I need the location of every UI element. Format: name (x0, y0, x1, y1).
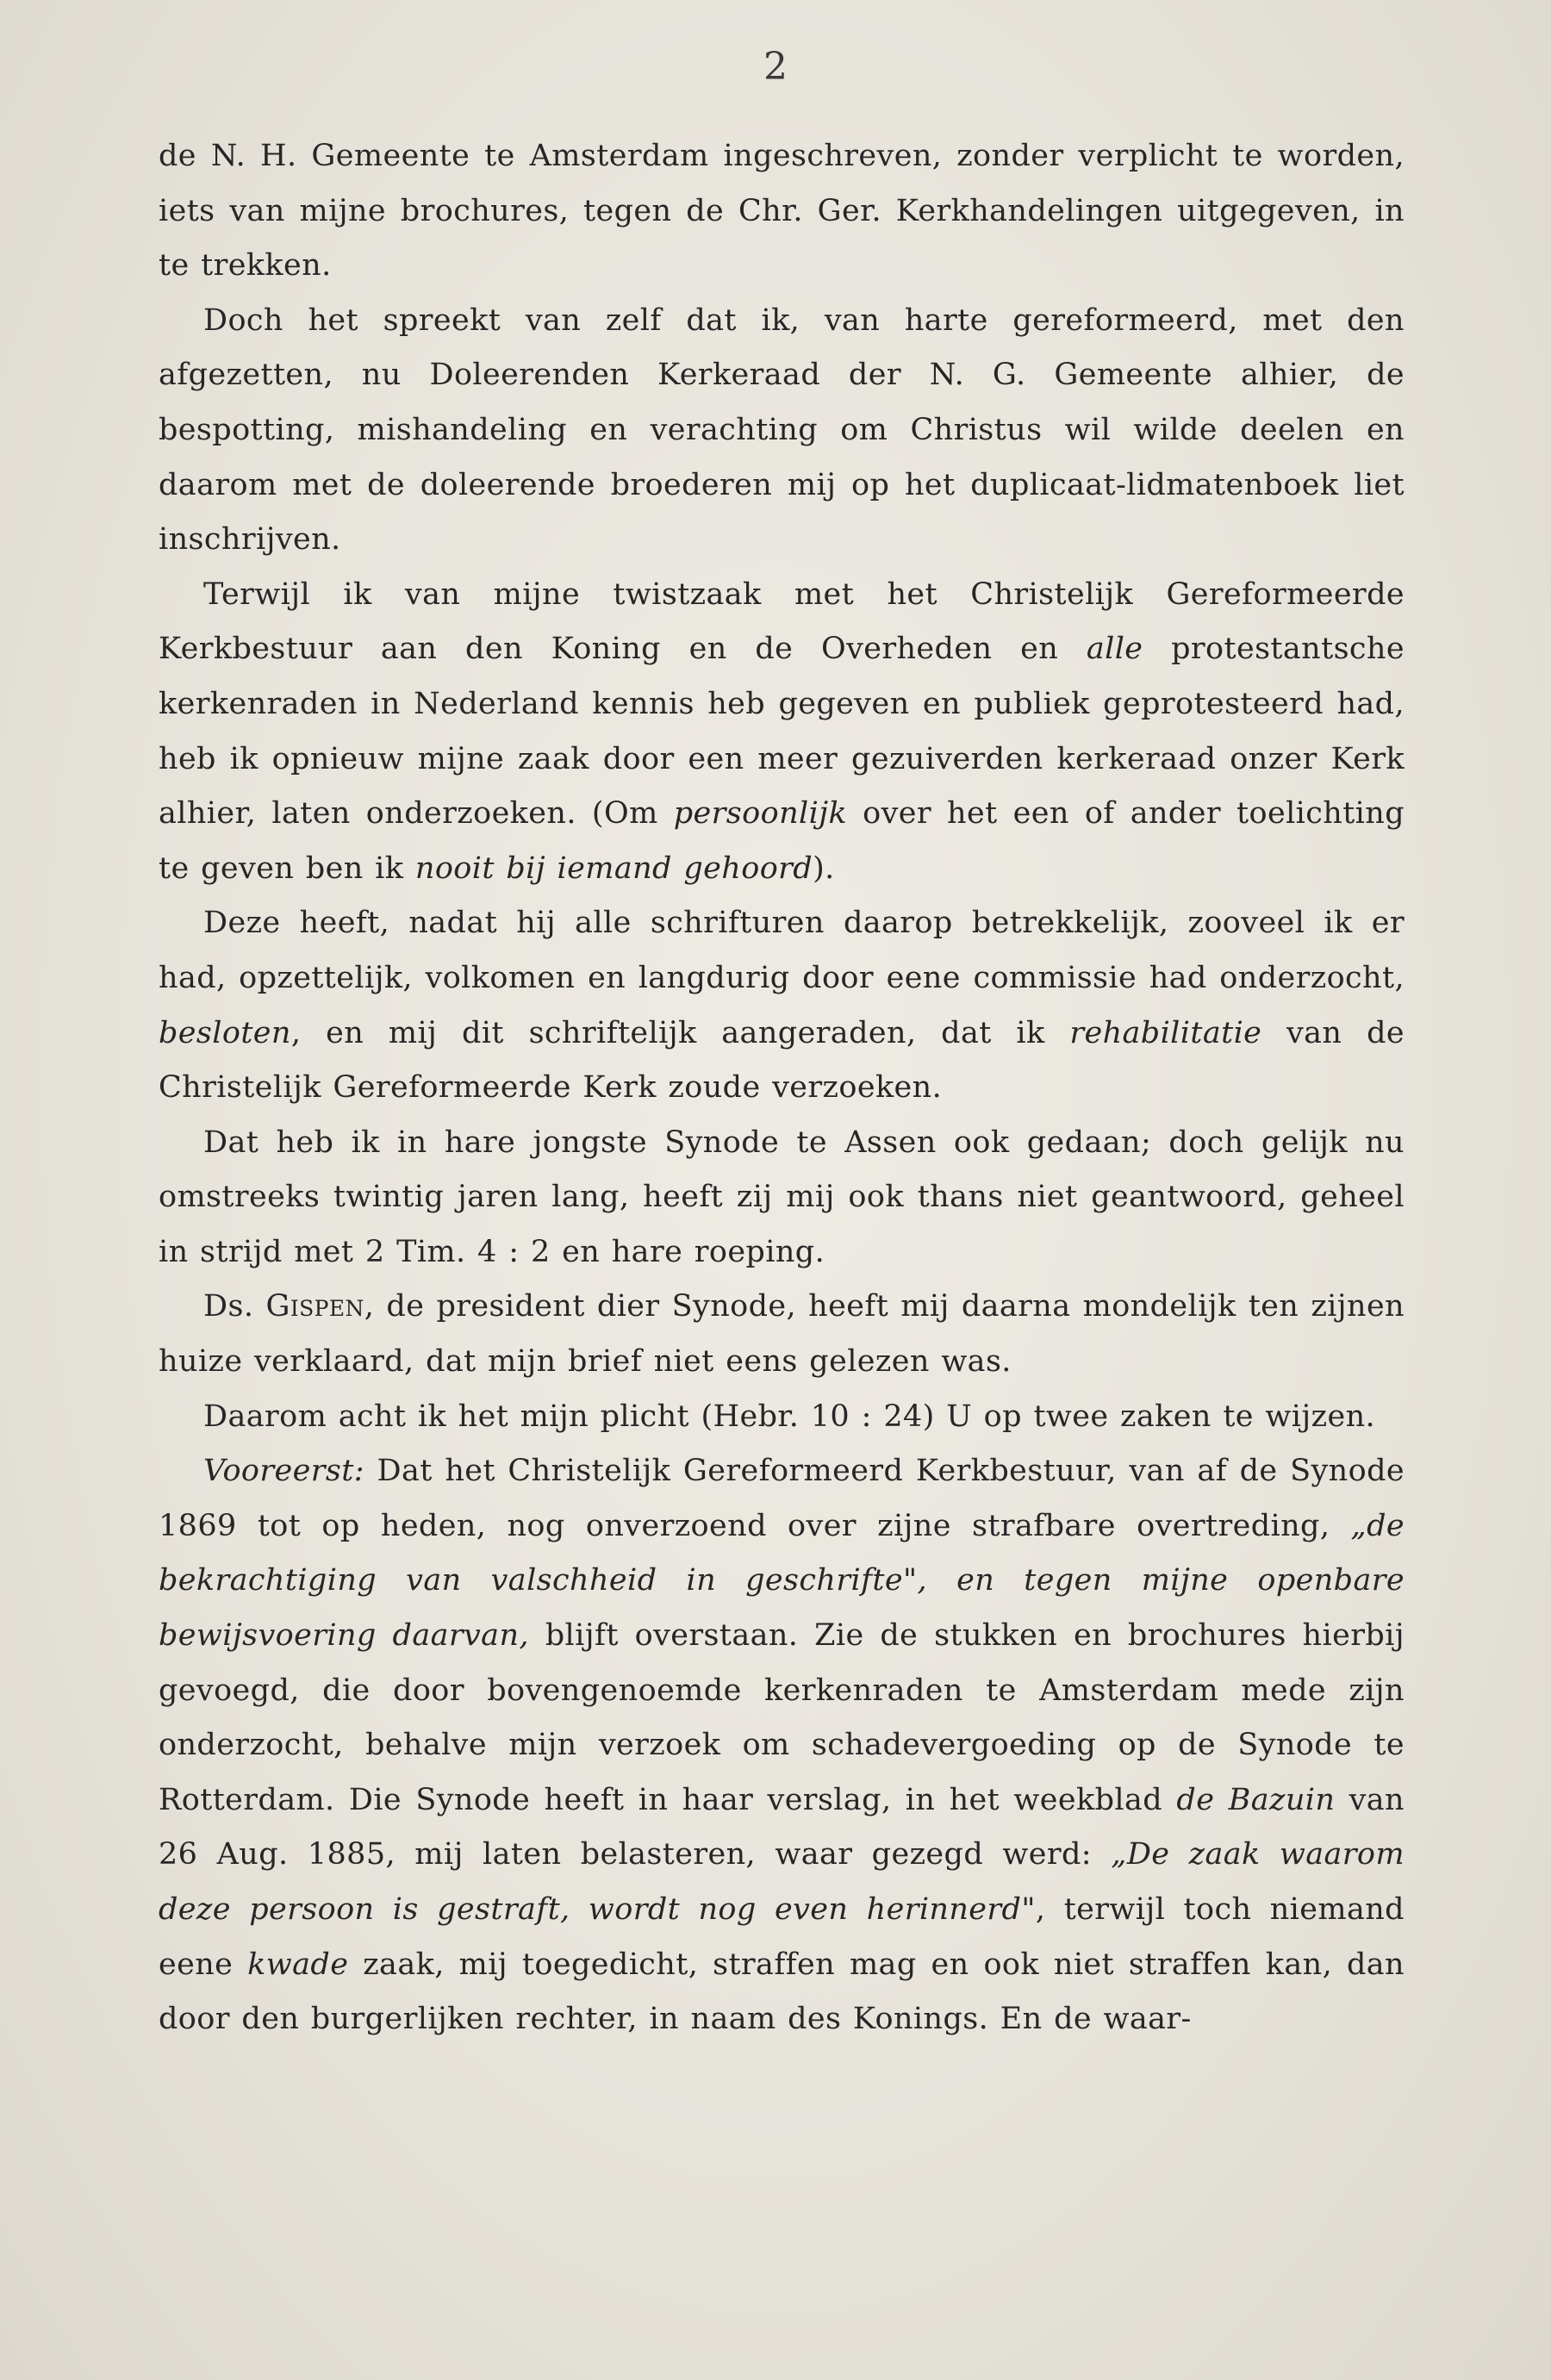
text-run: ). (813, 850, 835, 886)
text-run: blijft overstaan. Zie de stukken en brochures hierbij gevoegd, die door bovengenoemde kerkenraden te Amsterdam mede zijn onderzocht, behalve mijn verzoek om schadevergoeding op de Synode te Rotterdam. Die Synode heeft in haar verslag, in het weekblad (159, 1618, 1405, 1817)
italic-text: „de bekrachtiging van valschheid in geschrifte", en tegen mijne openbare bewijsvoering daarvan, (159, 1508, 1405, 1654)
text-run: van de Christelijk Gereformeerde Kerk zoude verzoeken. (159, 1015, 1405, 1106)
page-number: 2 (763, 45, 788, 89)
paragraph (159, 1390, 1405, 1445)
italic-text: kwade (247, 1947, 349, 1982)
text-run: Doch het spreekt van zelf dat ik, van harte gereformeerd, met den afgezetten, nu Doleerenden Kerkeraad der N. G. Gemeente alhier, de bespotting, mishandeling en verachting om Christus wil wilde deelen en daarom met de doleerende broederen mij op het duplicaat-lidmatenboek liet inschrijven. (159, 302, 1405, 558)
text-run: Ds. (203, 1289, 266, 1324)
text-run: Daarom acht ik het mijn plicht (Hebr. 10 : 24) U op twee zaken te wijzen. (203, 1399, 1376, 1434)
italic-text: alle (1086, 632, 1143, 667)
paragraph (159, 896, 1405, 1115)
italic-text: nooit bij iemand gehoord (414, 850, 813, 886)
text-run: Dat heb ik in hare jongste Synode te Assen ook gedaan; doch gelijk nu omstreeks twintig jaren lang, heeft zij mij ook thans niet geantwoord, geheel in strijd met 2 Tim. 4 : 2 en hare roeping. (159, 1125, 1405, 1269)
smallcaps-name: Gispen (265, 1289, 364, 1324)
italic-text: besloten (159, 1015, 291, 1050)
italic-text: Vooreerst: (203, 1454, 364, 1489)
text-run: de N. H. Gemeente te Amsterdam ingeschreven, zonder verplicht te worden, iets van mijne brochures, tegen de Chr. Ger. Kerkhandelingen uitgegeven, in te trekken. (159, 139, 1405, 283)
paragraph (159, 1280, 1405, 1389)
text-run: van 26 Aug. 1885, mij laten belasteren, waar gezegd werd: (159, 1782, 1405, 1872)
paragraph (159, 294, 1405, 568)
text-run: protestantsche kerkenraden in Nederland kennis heb gegeven en publiek geprotesteerd had, heb ik opnieuw mijne zaak door een meer gezuiverden kerkeraad onzer Kerk alhier, laten onderzoeken. (Om (159, 632, 1405, 832)
paragraph (159, 129, 1405, 294)
text-run: Dat het Christelijk Gereformeerd Kerkbestuur, van af de Synode 1869 tot op heden, nog onverzoend over zijne strafbare overtreding, (159, 1454, 1405, 1543)
text-run: , terwijl toch niemand eene (159, 1892, 1405, 1982)
text-run: over het een of ander toelichting te geven ben ik (159, 796, 1405, 886)
italic-text: de Bazuin (1176, 1782, 1336, 1817)
text-run: zaak, mij toegedicht, straffen mag en ook niet straffen kan, dan door den burgerlijken rechter, in naam des Konings. En de waar- (159, 1947, 1405, 2037)
text-run: Terwijl ik van mijne twistzaak met het Christelijk Gereformeerde Kerkbestuur aan den Koning en de Overheden en (159, 576, 1405, 667)
text-run: , en mij dit schriftelijk aangeraden, dat ik (290, 1015, 1070, 1050)
text-run: Deze heeft, nadat hij alle schrifturen daarop betrekkelijk, zooveel ik er had, opzettelijk, volkomen en langdurig door eene commissie had onderzocht, (159, 906, 1405, 995)
text-run: , de president dier Synode, heeft mij daarna mondelijk ten zijnen huize verklaard, dat mijn brief niet eens gelezen was. (159, 1289, 1405, 1380)
paragraph (159, 1444, 1405, 2047)
italic-text: „De zaak waarom deze persoon is gestraft, wordt nog even herinnerd" (159, 1837, 1405, 1927)
paragraph (159, 1116, 1405, 1280)
italic-text: persoonlijk (673, 796, 848, 832)
body-text (159, 129, 1405, 2047)
italic-text: rehabilitatie (1069, 1015, 1262, 1050)
paragraph (159, 568, 1405, 897)
